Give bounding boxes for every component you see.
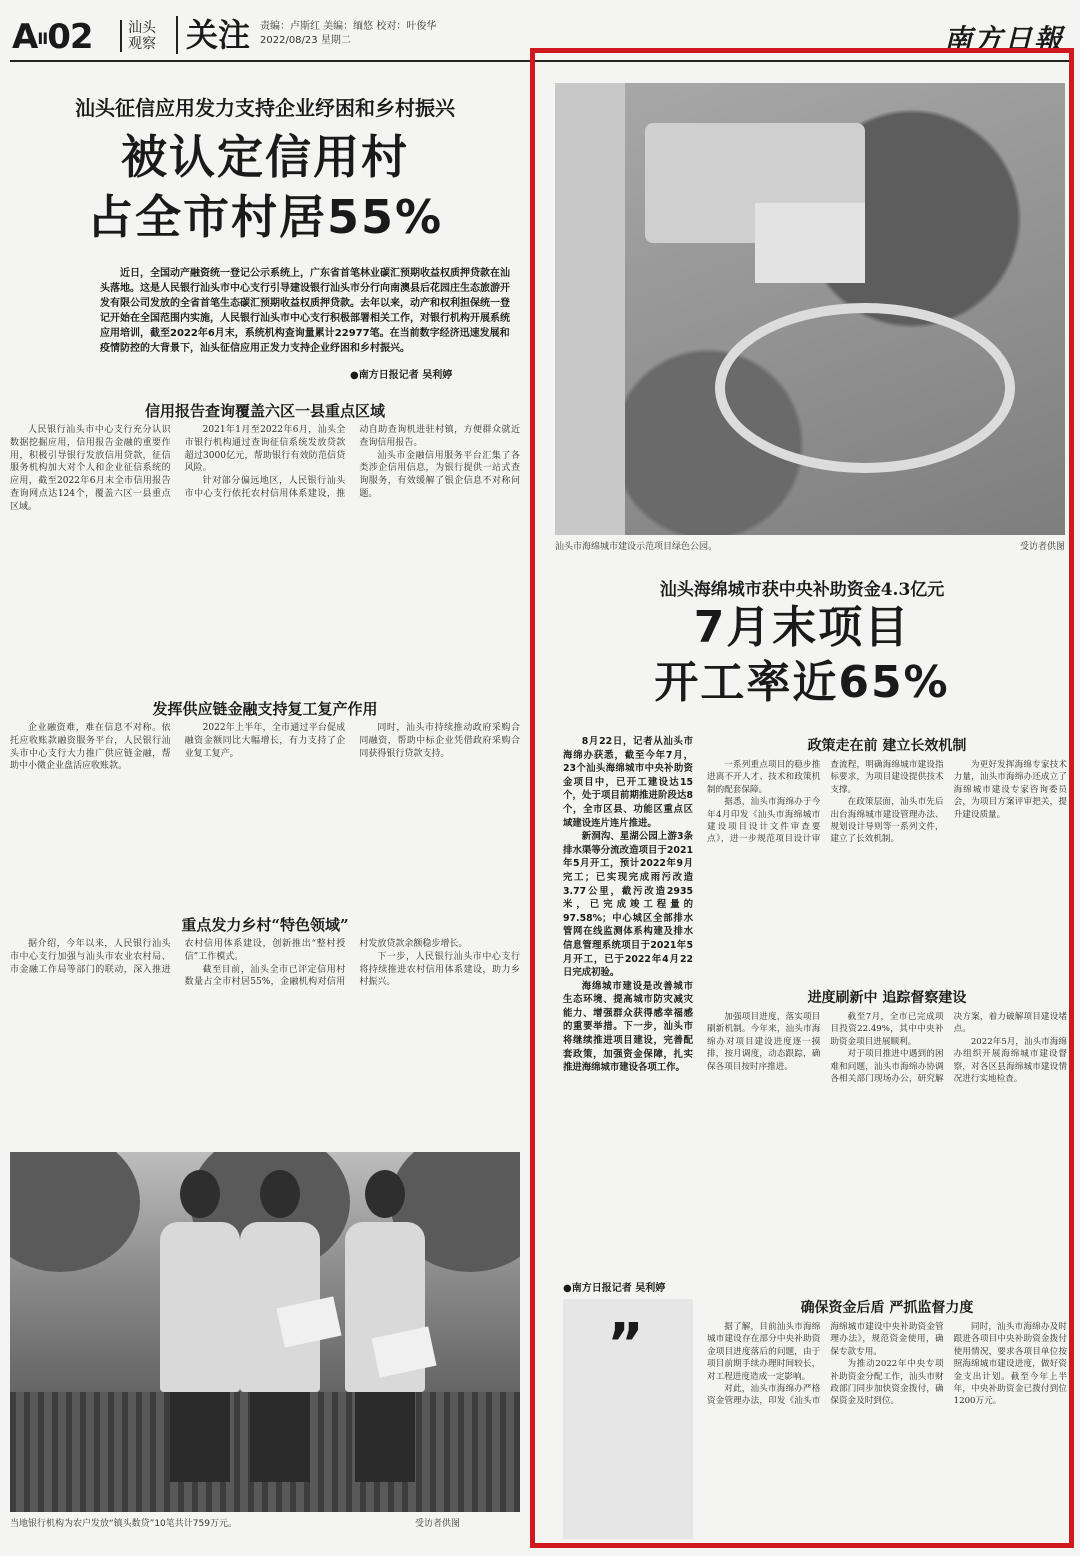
paragraph: 为更好发挥海绵专家技术力量，汕头市海绵办还成立了海绵城市建设专家咨询委员会，为项目方案评审把关，提升建设质量。 <box>953 760 1067 820</box>
left-subhead-2: 发挥供应链金融支持复工复产作用 <box>152 700 378 718</box>
paragraph: 2021年1月至2022年6月，汕头全市银行机构通过查询征信系统发放贷款超过3000亿元，帮助银行有效防范信贷风险。 <box>184 425 346 474</box>
paragraph: 对于项目推进中遇到的困难和问题，汕头市海绵办协调各相关部门现场办公，研究解决方案，着力破解项目建设堵点。 <box>830 1012 1067 1085</box>
paragraph: 截至7月，全市已完成项目投资22.49%，其中中央补助资金项目进展顺利。 <box>830 1012 944 1047</box>
right-byline: ●南方日报记者 吴利婷 <box>563 1283 666 1294</box>
paragraph: 人民银行汕头市中心支行充分认识数据挖掘应用，信用报告金融的重要作用，积极引导银行发放信用贷款，征信服务机构加大对个人和企业征信系统的应用，截至2022年6月末全市信用报告查询网点达124个，覆盖六区一县重点区域。 <box>10 425 171 512</box>
quote-box <box>563 1299 693 1539</box>
paragraph: 对此，汕头市海绵办严格资金管理办法，印发《汕头市海绵城市建设中央补助资金管理办法》，规范资金使用，确保专款专用。 <box>707 1322 944 1407</box>
left-body-3 <box>10 938 520 1142</box>
left-byline: ●南方日报记者 吴利婷 <box>350 370 453 381</box>
path-ring-shape <box>715 303 1015 473</box>
paragraph: 2022年上半年，全市通过平台促成融资金额同比大幅增长，有力支持了企业复工复产。 <box>184 723 346 759</box>
paragraph: 据介绍，今年以来，人民银行汕头市中心支行加强与汕头市农业农村局、市金融工作局等部门的联动，深入推进农村信用体系建设，创新推出“整村授信”工作模式。 <box>10 939 346 975</box>
right-body-1 <box>707 759 1067 973</box>
paragraph: 同时，汕头市持续推动政府采购合同融资，帮助中标企业凭借政府采购合同获得银行贷款支持。 <box>359 723 520 759</box>
paragraph: 截至目前，汕头全市已评定信用村数量占全市村居55%，金融机构对信用村发放贷款余额稳步增长。 <box>184 939 468 988</box>
photo-credit: 受访者供图 <box>1019 542 1065 552</box>
person-figure <box>160 1170 240 1482</box>
paragraph: 汕头市金融信用服务平台汇集了各类涉企信用信息，为银行提供一站式查询服务，有效缓解了银企信息不对称问题。 <box>359 450 520 499</box>
person-figure <box>345 1170 425 1482</box>
paragraph: 企业融资难，难在信息不对称。依托应收账款融资服务平台，人民银行汕头市中心支行大力推广供应链金融，帮助中小微企业盘活应收账款。 <box>10 723 171 772</box>
tree-shape <box>10 1152 140 1272</box>
caption-text: 汕头市海绵城市建设示范项目绿色公园。 <box>555 542 718 552</box>
left-headline-1: 被认定信用村 <box>121 130 409 184</box>
date-line: 2022/08/23 星期二 <box>260 35 351 46</box>
road-shape <box>555 83 625 535</box>
section-title: 关注 <box>176 16 250 54</box>
right-subhead-1: 政策走在前 建立长效机制 <box>807 738 967 754</box>
right-subhead-3: 确保资金后盾 严抓监督力度 <box>800 1300 974 1316</box>
left-photo-caption <box>10 1516 520 1529</box>
paragraph: 为推动2022年中央专项补助资金分配工作，汕头市财政部门同步加快资金拨付，确保资金及时到位。 <box>830 1359 944 1407</box>
left-body-1 <box>10 424 520 686</box>
paragraph: 据悉，汕头市海绵办于今年4月印发《汕头市海绵城市建设项目设计文件审查要点》，进一步规范项目设计审查流程，明确海绵城市建设指标要求，为项目建设提供技术支撑。 <box>707 760 944 845</box>
aerial-park-photo <box>555 83 1065 535</box>
caption-text: 当地银行机构为农户发放“镇头数贷”10笔共计759万元。 <box>10 1519 237 1529</box>
right-article-highlight-frame <box>530 48 1074 1548</box>
paragraph: 一系列重点项目的稳步推进离不开人才、技术和政策机制的配套保障。 <box>707 760 821 795</box>
paragraph: 2022年5月，汕头市海绵办组织开展海绵城市建设督察，对各区县海绵城市建设情况进行实地检查。 <box>953 1036 1067 1085</box>
page-number: AII02 <box>12 17 93 57</box>
left-article <box>10 70 520 1540</box>
paragraph: 在政策层面，汕头市先后出台海绵城市建设管理办法、规划设计导则等一系列文件，建立了长效机制。 <box>830 797 944 845</box>
right-body-3 <box>707 1321 1067 1537</box>
paragraph: 据了解，目前汕头市海绵城市建设存在部分中央补助资金项目进度落后的问题，由于项目前期手续办理时间较长，对工程进度造成一定影响。 <box>707 1322 821 1382</box>
paragraph: 同时，汕头市海绵办及时跟进各项目中央补助资金拨付使用情况，要求各项目单位按照海绵城市建设进度，做好资金支出计划。截至今年上半年，中央补助资金已拨付到位1200万元。 <box>953 1322 1067 1407</box>
paragraph: 针对部分偏远地区，人民银行汕头市中心支行依托农村信用体系建设，推动自助查询机进驻村镇，方便群众就近查询信用报告。 <box>184 425 520 499</box>
right-body-2 <box>707 1011 1067 1281</box>
right-subhead-2: 进度刷新中 追踪督察建设 <box>807 990 967 1006</box>
right-photo-caption <box>555 539 1065 552</box>
paragraph: 海绵城市建设是改善城市生态环境、提高城市防灾减灾能力、增强群众获得感幸福感的重要举措。下一步，汕头市将继续推进项目建设，完善配套政策，加强资金保障，扎实推进海绵城市建设各项工作。 <box>563 980 693 1074</box>
farm-photo <box>10 1152 520 1512</box>
quote-mark-icon: ” <box>607 1312 644 1377</box>
left-headline-2: 占全市村居55% <box>86 190 444 244</box>
paragraph: 8月22日，记者从汕头市海绵办获悉，截至今年7月，23个汕头海绵城市中央补助资金项目中，已开工建设达15个，处于项目前期推进阶段达8个，全市区县、功能区重点区域建设连片连片推进。 <box>563 736 693 829</box>
left-subhead-3: 重点发力乡村“特色领域” <box>181 916 349 934</box>
editors-line: 责编：卢斯红 美编：缅悠 校对：叶俊华 <box>260 21 437 32</box>
building-shape <box>755 203 865 283</box>
right-kicker: 汕头海绵城市获中央补助资金4.3亿元 <box>659 580 945 600</box>
section-small: 汕头观察 <box>120 20 160 52</box>
left-kicker: 汕头征信应用发力支持企业纾困和乡村振兴 <box>75 96 455 120</box>
paragraph: 加强项目进度，落实项目刷新机制。今年来，汕头市海绵办对项目建设进度逐一摸排，按月调度，动态跟踪，确保各项目按时序推进。 <box>707 1012 821 1072</box>
left-lead: 近日，全国动产融资统一登记公示系统上，广东省首笔林业碳汇预期收益权质押贷款在汕头落地。这是人民银行汕头市中心支行引导建设银行汕头市分行向南澳县后花园庄生态旅游开发有限公司发放的全省首笔生态碳汇预期收益权质押贷款。去年以来，动产和权利担保统一登记开始在全国范围内实施，人民银行汕头市中心支行积极部署相关工作，对银行机构开展系统应用培训，截至2022年6月末，系统机构查询量累计22977笔。在当前数字经济迅速发展和疫情防控的大背景下，汕头征信应用正发力支持企业纾困和乡村振兴。 <box>100 268 510 354</box>
editor-credits <box>260 20 436 48</box>
right-headline-1: 7月末项目 <box>693 602 911 653</box>
paragraph: 下一步，人民银行汕头市中心支行将持续推进农村信用体系建设，助力乡村振兴。 <box>359 951 520 988</box>
paragraph: 新洞沟、星湖公园上游3条排水渠等分流改造项目于2021年5月开工，预计2022年9月完工；已实现完成雨污改造3.77公里，截污改造2935米，已完成竣工程量的97.58%；中心城区全部排水管网在线监测体系构建及排水信息管理系统项目于2021年5月开工，已于2022年4月22日完成初验。 <box>563 831 693 979</box>
right-headline-2: 开工率近65% <box>654 657 950 708</box>
photo-credit: 受访者供图 <box>414 1519 460 1529</box>
left-subhead-1: 信用报告查询覆盖六区一县重点区域 <box>144 402 385 420</box>
right-lead-column <box>563 735 693 1295</box>
left-body-2 <box>10 722 520 902</box>
newspaper-logo: 南方日報 <box>943 23 1064 56</box>
